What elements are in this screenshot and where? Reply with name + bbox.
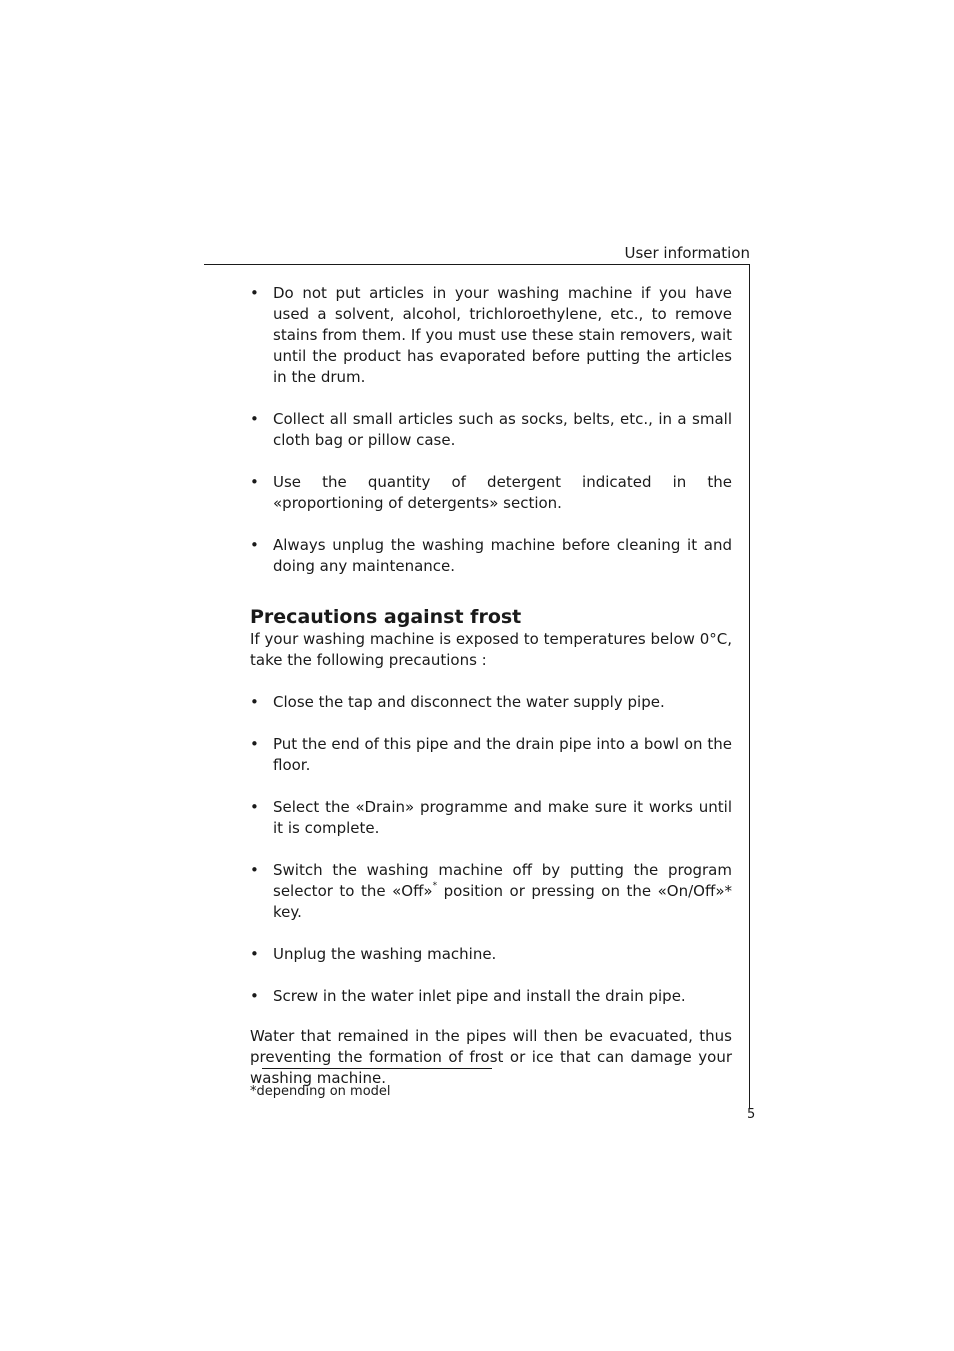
- intro-bullet-list: [250, 283, 732, 577]
- running-header: User information: [624, 244, 750, 262]
- list-item: • Unplug the washing machine.: [250, 944, 732, 965]
- margin-rule: [749, 264, 750, 1108]
- list-item: • Put the end of this pipe and the drain pipe into a bowl on the floor.: [250, 734, 732, 776]
- footnote: *depending on model: [250, 1084, 391, 1099]
- footnote-rule: [262, 1068, 492, 1069]
- section-lead: If your washing machine is exposed to temperatures below 0°C, take the following precautions :: [250, 630, 732, 669]
- footnote-marker: *: [432, 881, 438, 891]
- list-item-text: position or pressing on the «On/Off»* key.: [273, 882, 732, 921]
- list-item: • Use the quantity of detergent indicated in the «proportioning of detergents» section.: [250, 472, 732, 514]
- section-heading: Precautions against frost: [250, 606, 522, 628]
- list-item: • Collect all small articles such as socks, belts, etc., in a small cloth bag or pillow case.: [250, 409, 732, 451]
- list-item: [250, 860, 732, 923]
- list-item: • Do not put articles in your washing machine if you have used a solvent, alcohol, trichloroethylene, etc., to remove stains from them. If you must use these stain removers, wait until the product has evaporated before putting the articles in the drum.: [250, 283, 732, 388]
- closing-paragraph: Water that remained in the pipes will then be evacuated, thus preventing the formation of frost or ice that can damage your washing machine.: [250, 1027, 732, 1087]
- list-item: • Screw in the water inlet pipe and install the drain pipe.: [250, 986, 732, 1007]
- list-item: • Always unplug the washing machine before cleaning it and doing any maintenance.: [250, 535, 732, 577]
- frost-bullet-list: [250, 692, 732, 1007]
- page-body: [250, 283, 732, 1089]
- list-item: • Select the «Drain» programme and make sure it works until it is complete.: [250, 797, 732, 839]
- header-rule: [204, 264, 750, 265]
- list-item-text: Switch the washing machine off by putting the program selector to the «Off»: [273, 861, 732, 900]
- list-item: • Close the tap and disconnect the water supply pipe.: [250, 692, 732, 713]
- page-number: 5: [747, 1107, 756, 1122]
